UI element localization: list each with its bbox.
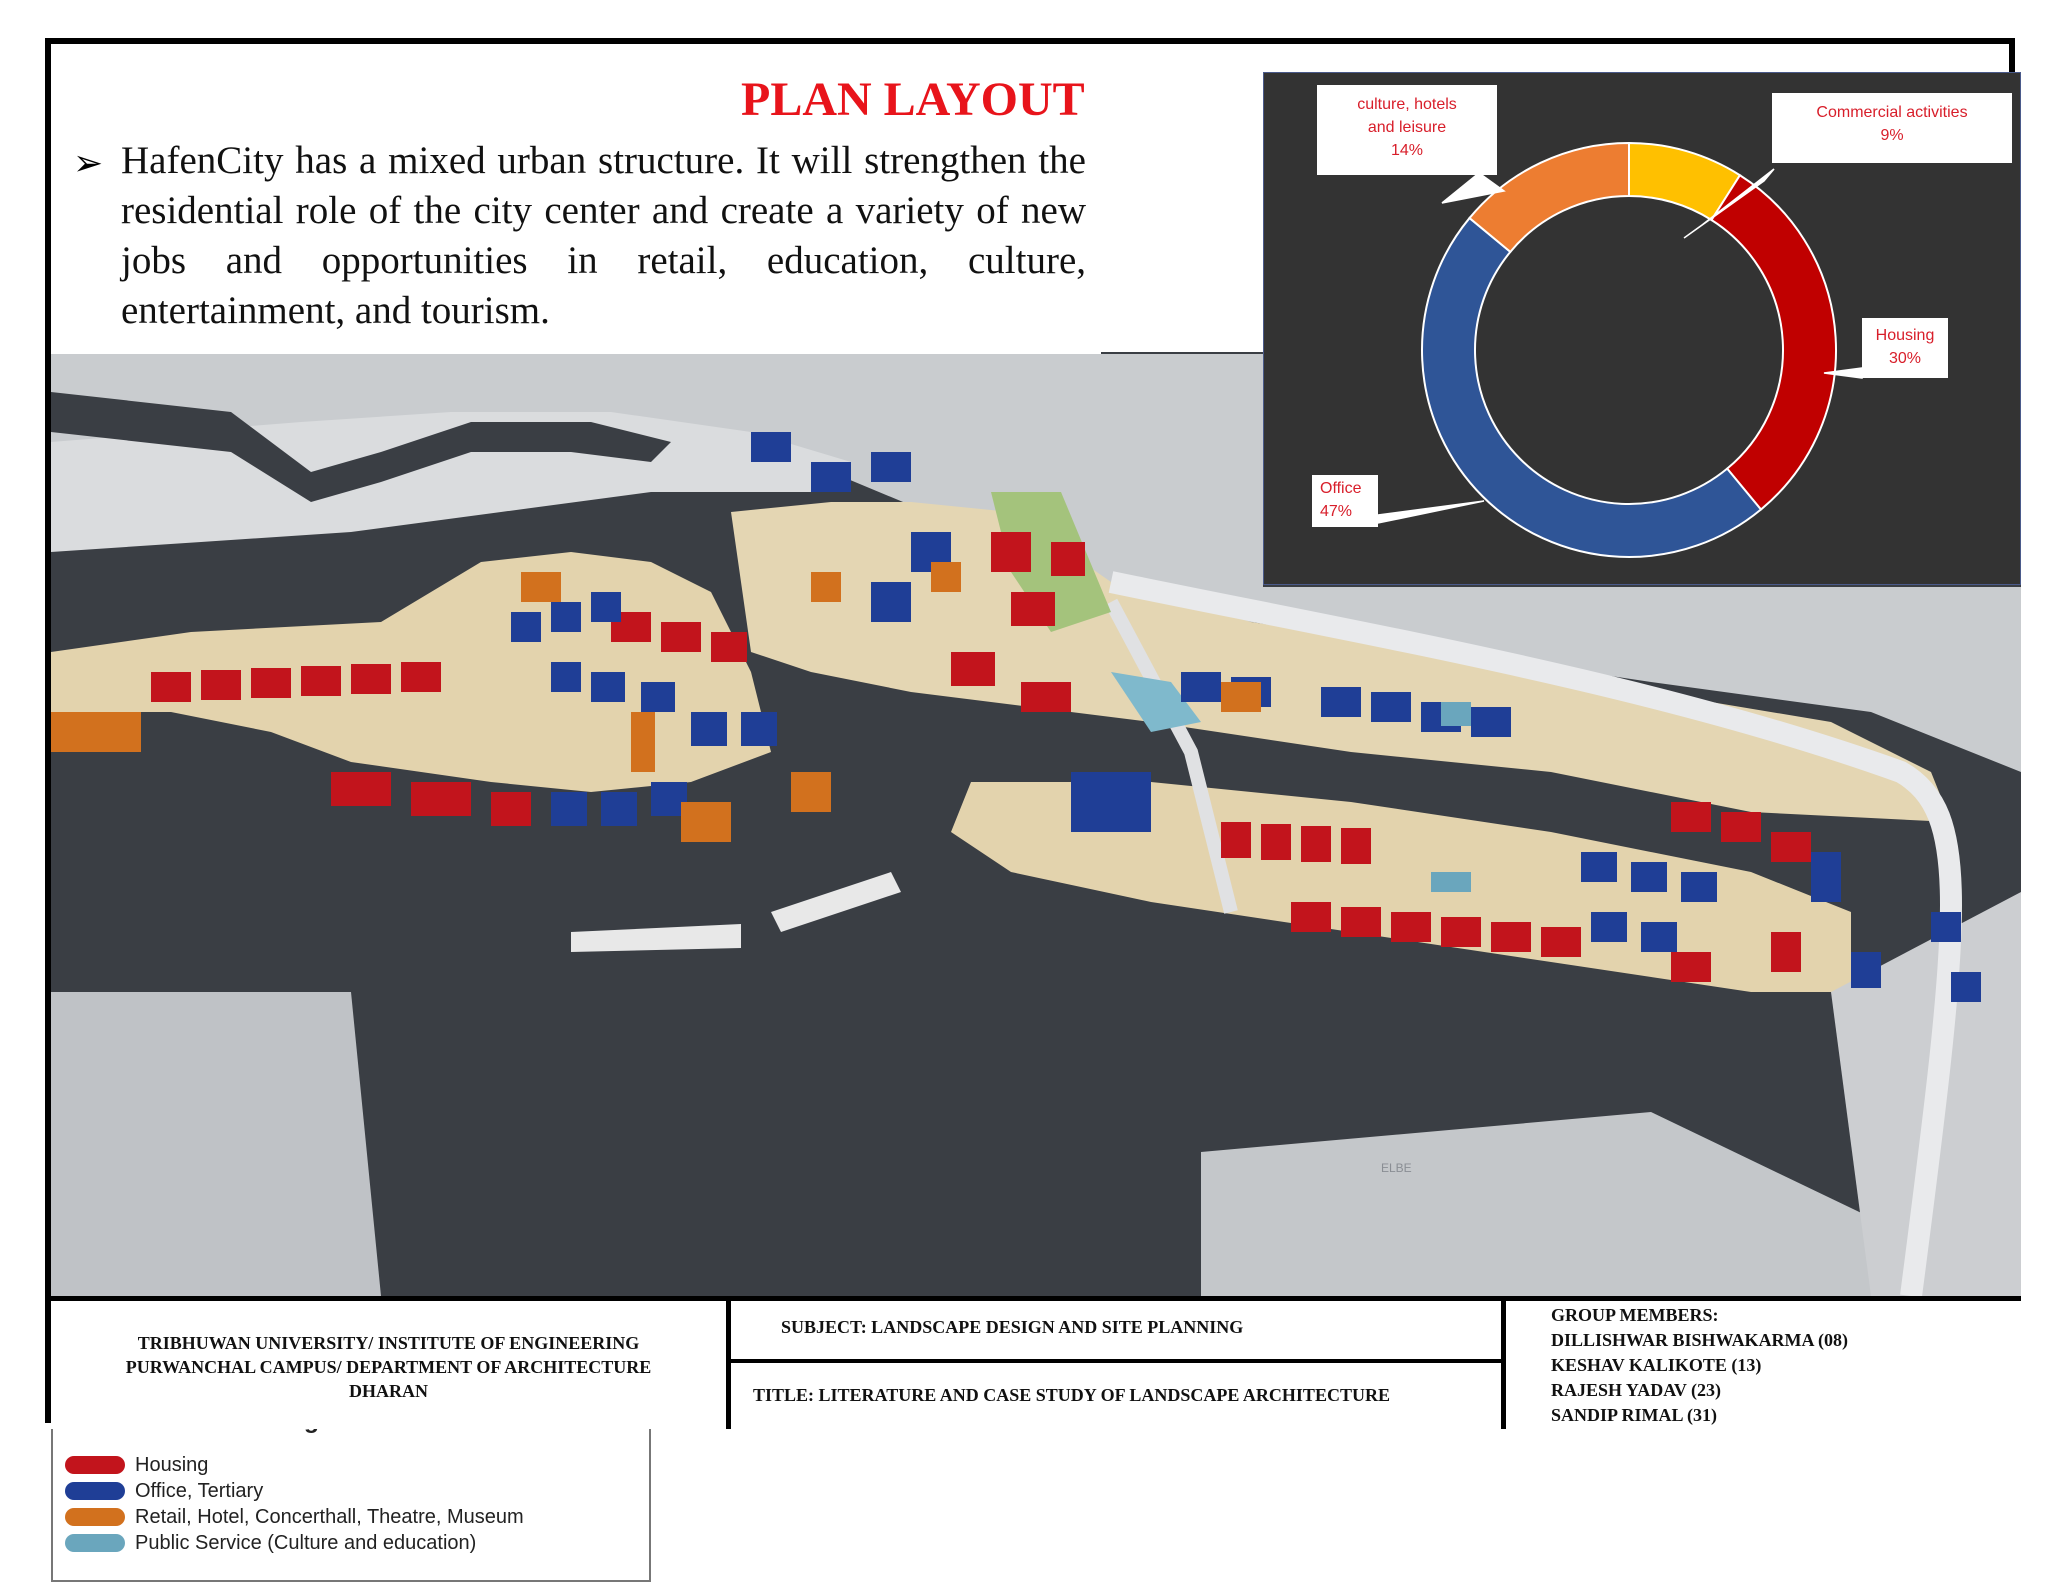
- slice-name: Office: [1320, 480, 1362, 497]
- institution-line: PURWANCHAL CAMPUS/ DEPARTMENT OF ARCHITECTURE: [125, 1357, 652, 1377]
- slice-label-office: [1312, 475, 1378, 527]
- institution-line: TRIBHUWAN UNIVERSITY/ INSTITUTE OF ENGINEERING: [137, 1333, 640, 1353]
- intro-paragraph: HafenCity has a mixed urban structure. It will strengthen the residential role of the city center and create a variety of new jobs and opportunities in retail, education, culture, entertainment, and tourism.: [121, 139, 1086, 332]
- subject-cell: SUBJECT: LANDSCAPE DESIGN AND SITE PLANNING: [731, 1301, 1506, 1363]
- institution-cell: [51, 1301, 731, 1429]
- bullet-arrow-icon: ➢: [73, 143, 104, 183]
- legend-label: Office, Tertiary: [135, 1479, 264, 1502]
- ship: [771, 872, 901, 932]
- title-block: [51, 1296, 2021, 1429]
- donut-slice: [1422, 218, 1761, 557]
- legend-label: Housing: [135, 1453, 209, 1476]
- slice-label-culture: [1317, 85, 1497, 175]
- member-name: SANDIP RIMAL (31): [1551, 1405, 1718, 1425]
- river-label: ELBE: [1381, 1161, 1412, 1175]
- slice-value: 47%: [1320, 503, 1353, 520]
- donut-slice: [1712, 175, 1836, 509]
- slice-value: 30%: [1888, 350, 1922, 367]
- legend-label: Public Service (Culture and education): [135, 1531, 477, 1554]
- member-name: DILLISHWAR BISHWAKARMA (08): [1551, 1330, 1849, 1350]
- legend-item-retail: [65, 1504, 524, 1530]
- slice-value: 9%: [1880, 127, 1904, 144]
- member-name: KESHAV KALIKOTE (13): [1551, 1355, 1762, 1375]
- land-use-donut-chart: [1263, 72, 2021, 585]
- legend-label: Retail, Hotel, Concerthall, Theatre, Museum: [135, 1505, 524, 1528]
- legend-swatch: [65, 1534, 125, 1552]
- group-members-cell: [1551, 1303, 2011, 1428]
- legend-swatch: [65, 1482, 125, 1500]
- legend-item-public-service: [65, 1530, 476, 1556]
- slice-value: 14%: [1390, 142, 1424, 159]
- title-cell: TITLE: LITERATURE AND CASE STUDY OF LANDSCAPE ARCHITECTURE: [731, 1363, 1506, 1429]
- institution-line: DHARAN: [349, 1381, 428, 1401]
- slice-name: Housing: [1875, 327, 1935, 344]
- page-title: PLAN LAYOUT: [741, 73, 1085, 126]
- legend-swatch: [65, 1456, 125, 1474]
- legend-item-office: [65, 1478, 263, 1504]
- legend-item-housing: [65, 1452, 208, 1478]
- label-leader-line: [1378, 501, 1484, 523]
- south-west-land: [51, 992, 381, 1296]
- cruise-ship: [571, 924, 741, 952]
- member-name: RAJESH YADAV (23): [1551, 1380, 1722, 1400]
- slice-label-housing: [1862, 318, 1948, 378]
- slice-name: culture, hotels and leisure: [1357, 96, 1457, 136]
- members-heading: GROUP MEMBERS:: [1551, 1305, 1719, 1325]
- slice-label-commercial: [1772, 93, 2012, 163]
- slice-name: Commercial activities: [1816, 104, 1968, 121]
- intro-panel: [51, 44, 1101, 354]
- legend-swatch: [65, 1508, 125, 1526]
- south-land: [1201, 1112, 1901, 1296]
- poster-frame: [45, 38, 2015, 1554]
